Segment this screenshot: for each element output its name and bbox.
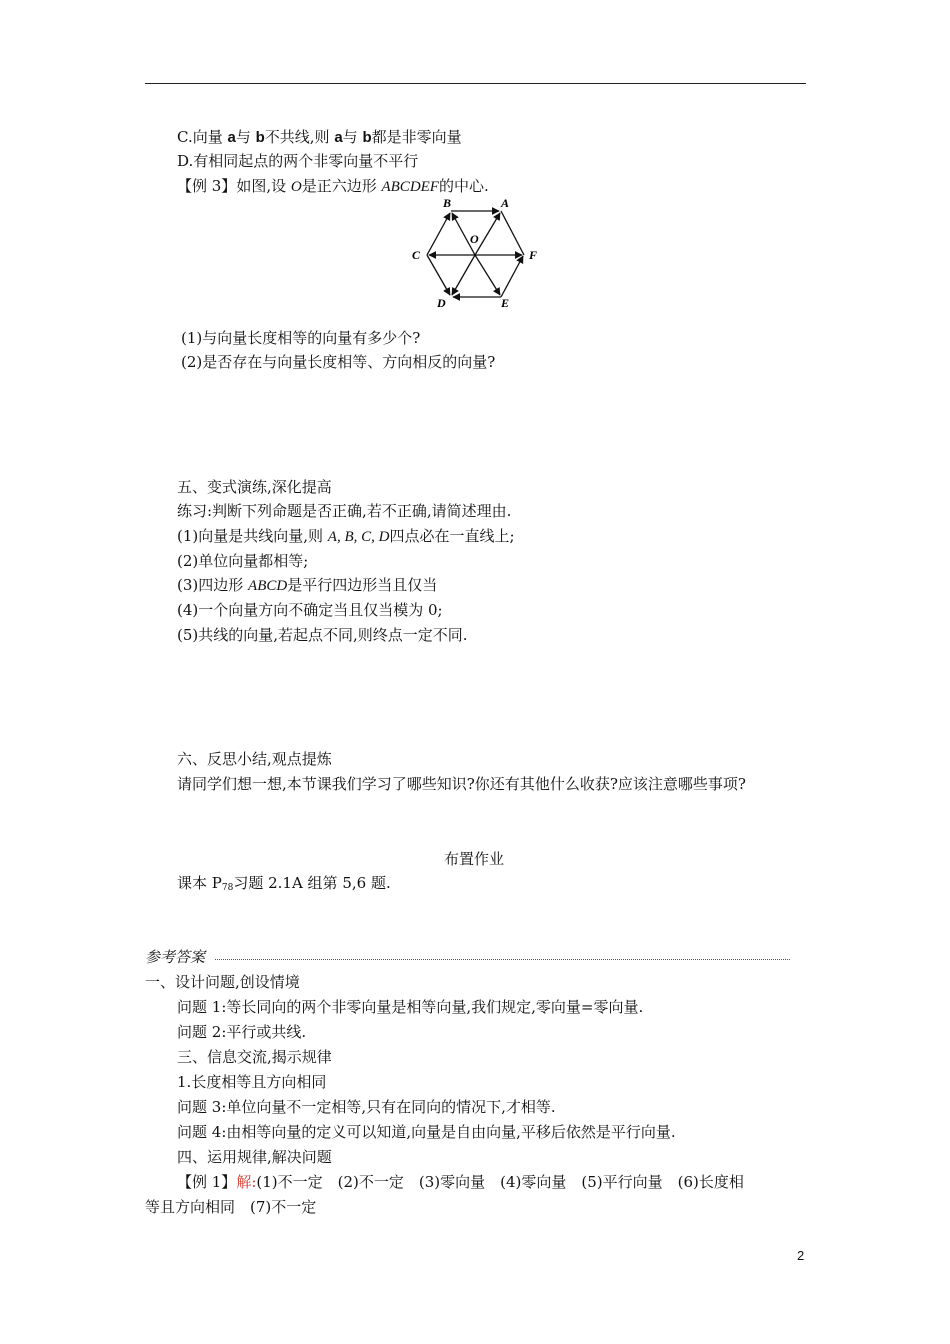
option-c-text: C.向量: [177, 128, 228, 146]
proposition-3: [177, 575, 437, 596]
point-o: O: [290, 179, 302, 195]
option-c-text: 与: [235, 128, 256, 146]
option-c: [177, 127, 462, 148]
proposition-text: 是平行四边形当且仅当: [287, 576, 438, 594]
page-number: 2: [797, 1248, 805, 1263]
answer-section-1: 一、设计问题,创设情境: [145, 973, 300, 991]
proposition-text: (1)向量是共线向量,则: [177, 527, 328, 545]
section-6-title: 六、反思小结,观点提炼: [177, 750, 332, 768]
question-2: (2)是否存在与向量长度相等、方向相反的向量?: [181, 353, 496, 371]
answer-3-1: [177, 1072, 326, 1092]
answers-heading: [145, 946, 790, 966]
section-6-text: 请同学们想一想,本节课我们学习了哪些知识?你还有其他什么收获?应该注意哪些事项?: [177, 775, 746, 793]
homework-text-pre: 课本 P: [177, 874, 222, 892]
example-text: 是正六边形: [301, 177, 382, 195]
proposition-text: 四点必在一直线上;: [389, 527, 515, 545]
proposition-1: [177, 526, 515, 547]
proposition-2: (2)单位向量都相等;: [177, 552, 309, 570]
solution-marker: 解:: [236, 1173, 257, 1191]
answer-text: :平行或共线.: [221, 1023, 307, 1041]
example-text: 的中心.: [438, 177, 489, 195]
question-1: (1)与向量长度相等的向量有多少个?: [181, 329, 421, 347]
answer-question-2: [177, 1022, 306, 1042]
hexagon-figure: [405, 193, 545, 310]
label-c: C: [412, 248, 421, 262]
point-names: A, B, C, D: [327, 529, 390, 545]
edge-cb: [427, 213, 450, 255]
example-label: 【例 3】: [177, 177, 237, 195]
option-d: D.有相同起点的两个非零向量不平行: [177, 152, 419, 170]
proposition-4: (4)一个向量方向不确定当且仅当模为 0;: [177, 601, 443, 619]
example-text: 如图,设: [236, 177, 291, 195]
question-label: 问题 1: [177, 998, 222, 1016]
edge-cd: [427, 255, 450, 295]
answer-text: 长度相等且方向相同: [191, 1073, 327, 1091]
homework-text: [177, 873, 391, 898]
item-number: 1.: [177, 1073, 192, 1091]
hexagon-name: ABCDEF: [381, 179, 439, 195]
option-c-text: 都是非零向量: [371, 128, 462, 146]
proposition-5: (5)共线的向量,若起点不同,则终点一定不同.: [177, 626, 468, 644]
vector-b: b: [362, 129, 372, 146]
question-label: 问题 3: [177, 1098, 222, 1116]
label-e: E: [501, 296, 510, 310]
edge-af: [501, 211, 524, 255]
header-rule: [145, 83, 806, 84]
example-label: 【例 1】: [177, 1173, 237, 1191]
answer-text: :由相等向量的定义可以知道,向量是自由向量,平移后依然是平行向量.: [221, 1123, 676, 1141]
answer-text: (1)不一定 (2)不一定 (3)零向量 (4)零向量 (5)平行向量 (6)长度相: [256, 1173, 744, 1191]
answer-text: :单位向量不一定相等,只有在同向的情况下,才相等.: [221, 1098, 556, 1116]
question-label: 问题 4: [177, 1123, 222, 1141]
question-label: 问题 2: [177, 1023, 222, 1041]
answer-example-1-cont: 等且方向相同 (7)不一定: [145, 1198, 317, 1216]
label-a: A: [501, 196, 510, 210]
quadrilateral-name: ABCD: [248, 578, 288, 594]
option-c-text: 不共线,则: [264, 128, 335, 146]
answers-heading-text: 参考答案: [145, 948, 206, 966]
section-5-title: 五、变式演练,深化提高: [177, 478, 332, 496]
answer-question-3: [177, 1097, 556, 1117]
answer-section-4: 四、运用规律,解决问题: [177, 1148, 332, 1166]
vec-oa: [475, 213, 500, 255]
answer-text: :等长同向的两个非零向量是相等向量,我们规定,零向量=零向量.: [221, 998, 644, 1016]
answer-question-4: [177, 1122, 676, 1142]
homework-title: 布置作业: [444, 850, 505, 868]
page-subscript: 78: [221, 883, 234, 893]
vector-a: a: [334, 129, 343, 146]
vec-od: [452, 255, 475, 295]
label-f: F: [529, 248, 538, 262]
label-d: D: [437, 296, 446, 310]
dotted-divider: [215, 959, 790, 960]
vector-a: a: [227, 129, 236, 146]
vector-b: b: [255, 129, 265, 146]
vec-oe: [475, 255, 500, 295]
answer-question-1: [177, 997, 643, 1017]
homework-text-post: 习题 2.1A 组第 5,6 题.: [233, 874, 391, 892]
option-c-text: 与: [342, 128, 363, 146]
answer-example-1: [177, 1172, 744, 1192]
section-5-intro: 练习:判断下列命题是否正确,若不正确,请简述理由.: [177, 502, 512, 520]
proposition-text: (3)四边形: [177, 576, 249, 594]
label-b: B: [443, 196, 452, 210]
edge-ef: [501, 256, 523, 297]
label-o: O: [470, 232, 479, 246]
answer-section-3: 三、信息交流,揭示规律: [177, 1048, 332, 1066]
